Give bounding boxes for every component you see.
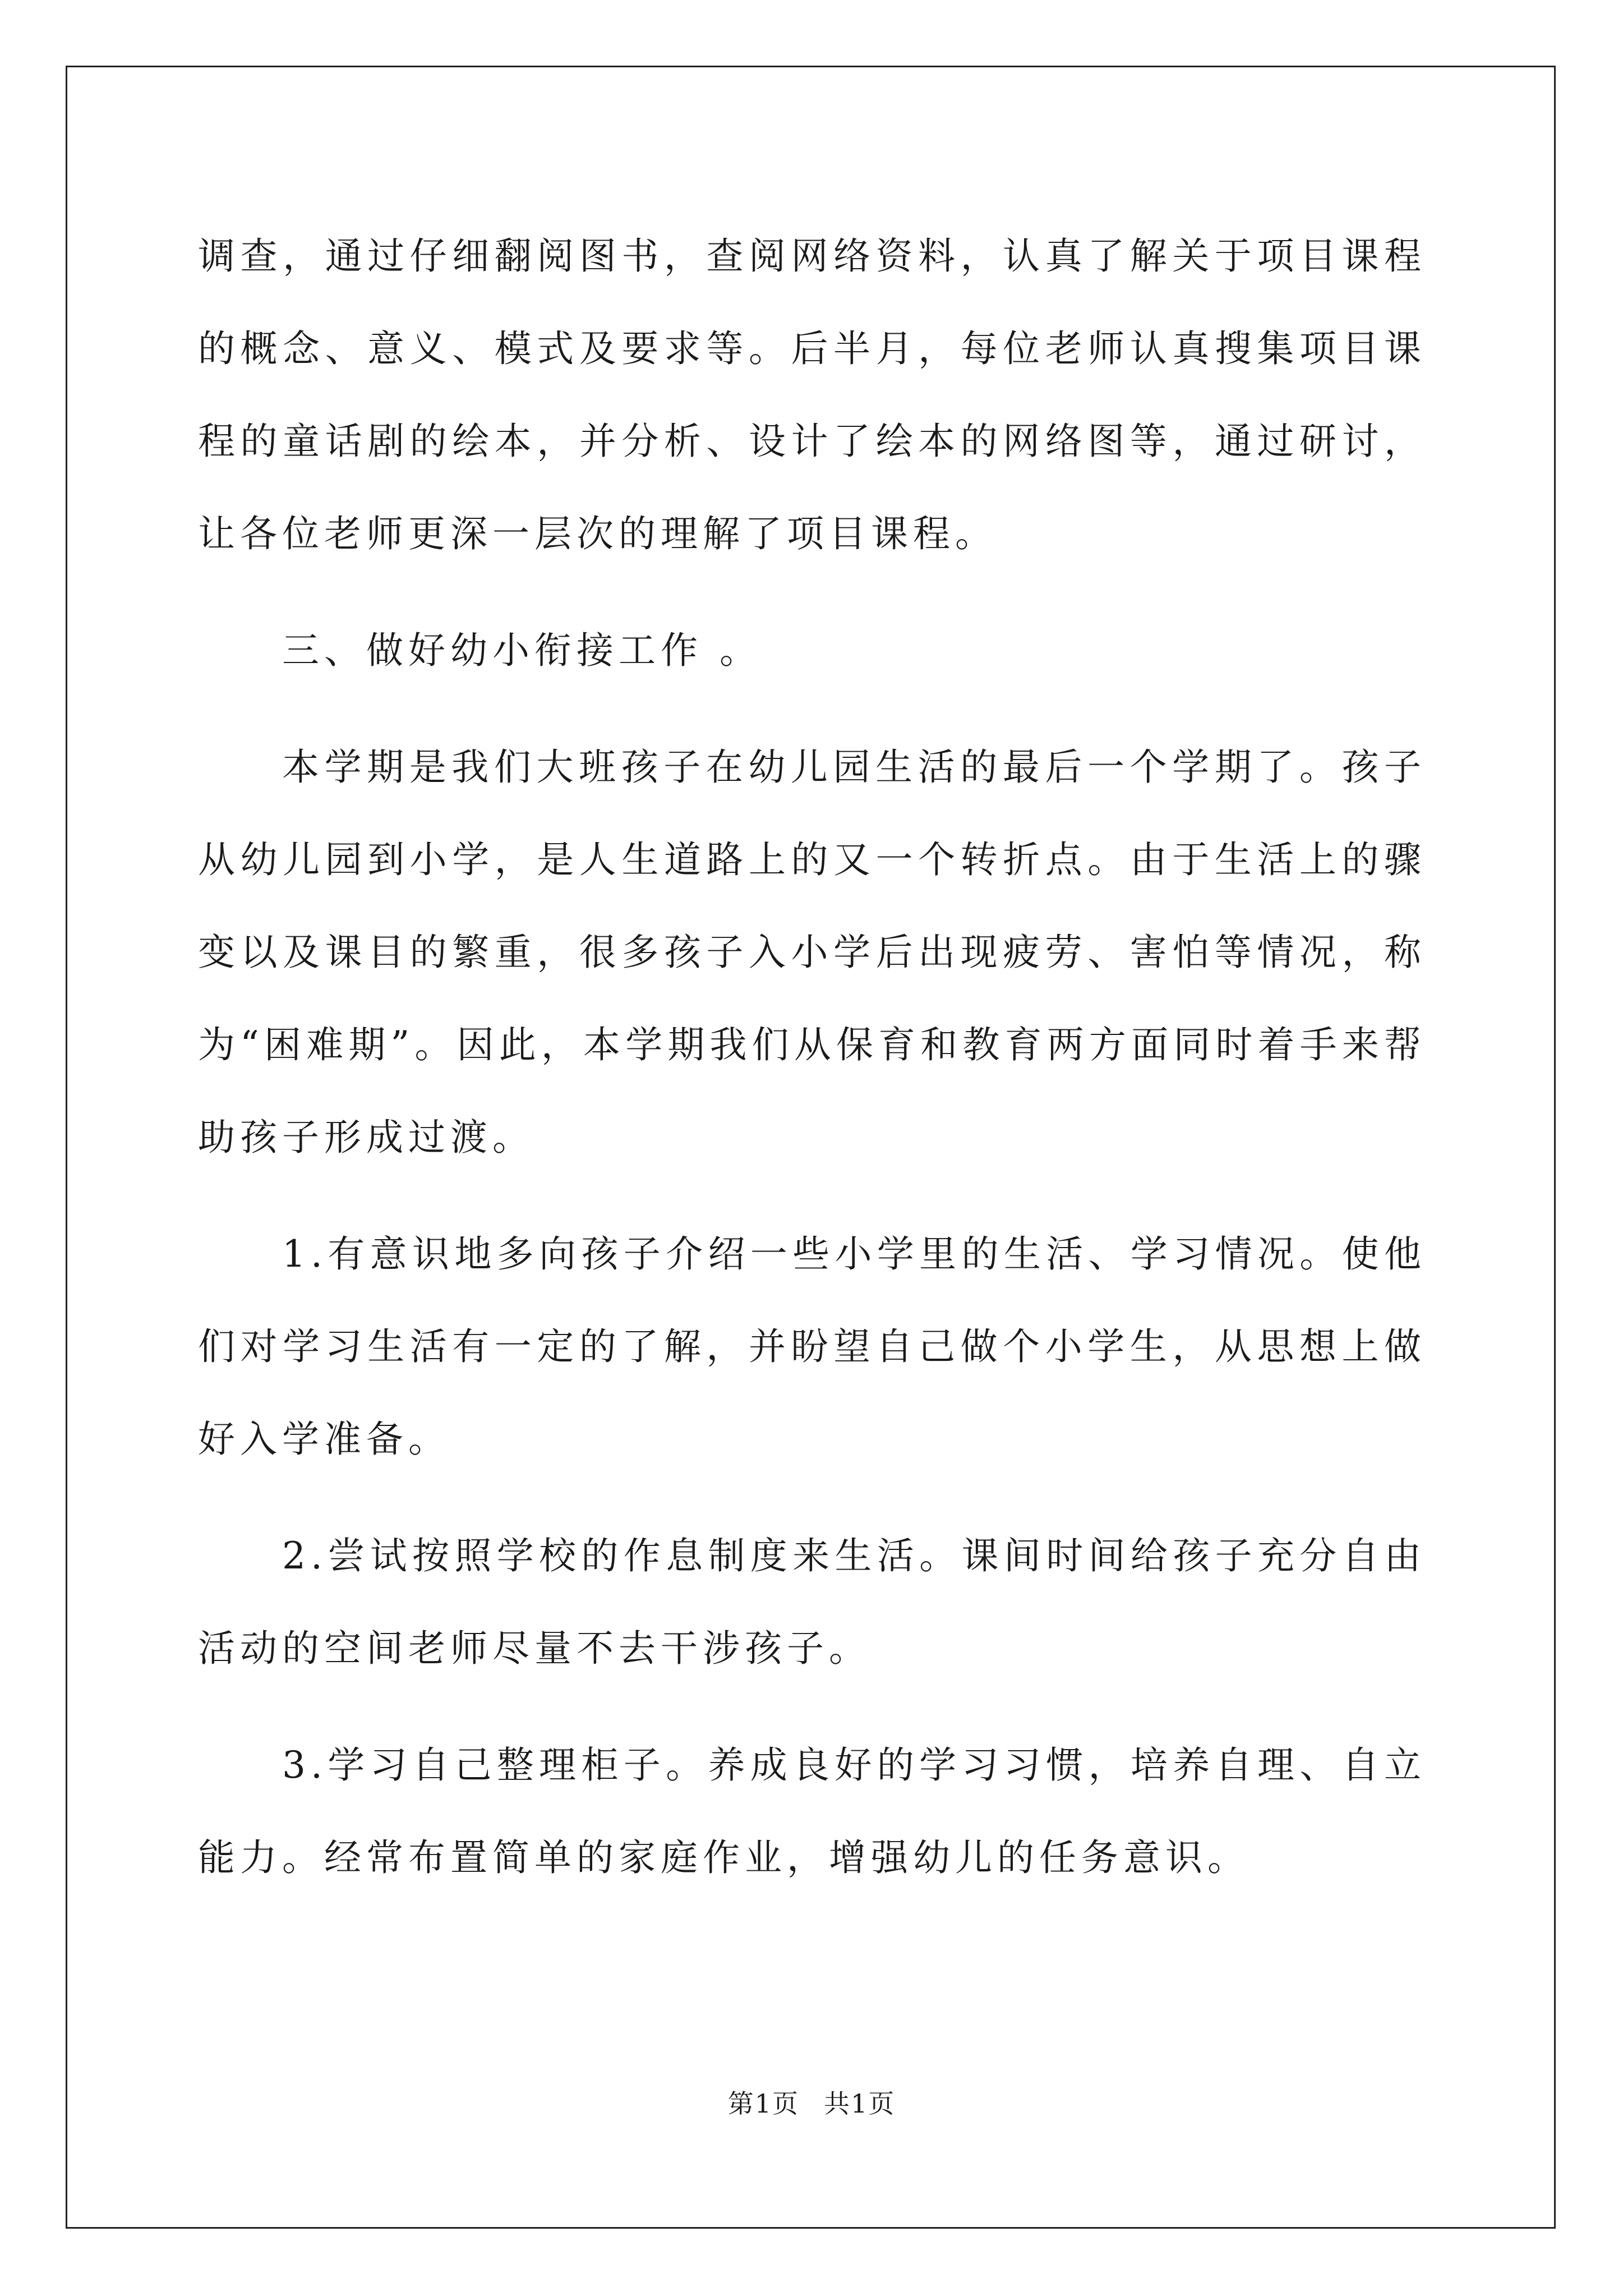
list-item-1: 1.有意识地多向孩子介绍一些小学里的生活、学习情况。使他们对学习生活有一定的了解，并盼望自己做个小学生，从思想上做好入学准备。 (198, 1232, 1426, 1461)
paragraph-transition-intro: 本学期是我们大班孩子在幼儿园生活的最后一个学期了。孩子从幼儿园到小学，是人生道路上的又一个转折点。由于生活上的骤变以及课目的繁重，很多孩子入小学后出现疲劳、害怕等情况，称为“困难期”。因此，本学期我们从保育和教育两方面同时着手来帮助孩子形成过渡。 (198, 746, 1426, 1159)
list-item-3: 3.学习自己整理柜子。养成良好的学习习惯，培养自理、自立能力。经常布置简单的家庭作业，增强幼儿的任务意识。 (198, 1743, 1426, 1879)
page-number: 第1页 (727, 2088, 799, 2119)
list-item-2: 2.尝试按照学校的作息制度来生活。课间时间给孩子充分自由活动的空间老师尽量不去干涉孩子。 (198, 1534, 1426, 1670)
paragraph-continuation: 调查，通过仔细翻阅图书，查阅网络资料，认真了解关于项目课程的概念、意义、模式及要求等。后半月，每位老师认真搜集项目课程的童话剧的绘本，并分析、设计了绘本的网络图等，通过研讨，让各位老师更深一层次的理解了项目课程。 (198, 234, 1426, 555)
document-body (198, 210, 1426, 1904)
page-footer (0, 2087, 1623, 2120)
page-total: 共1页 (824, 2088, 896, 2119)
section-heading: 三、做好幼小衔接工作 。 (282, 629, 762, 672)
